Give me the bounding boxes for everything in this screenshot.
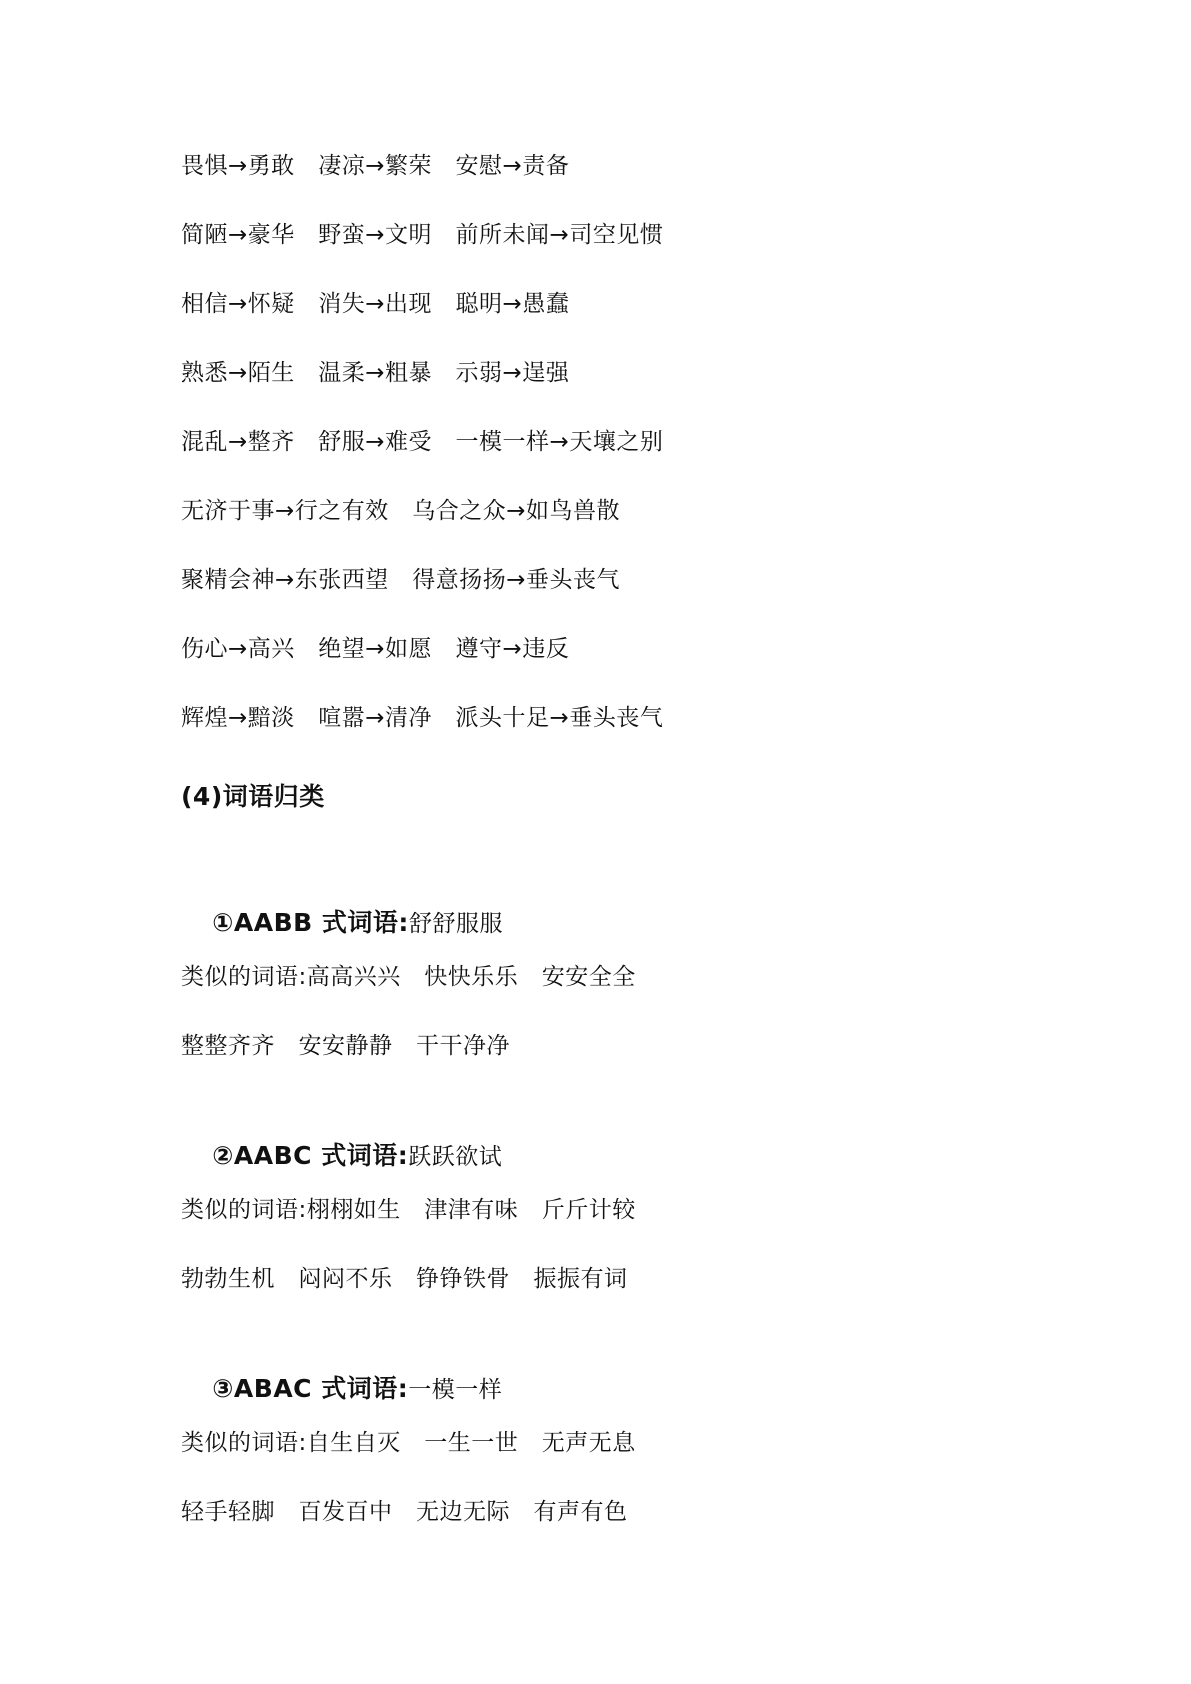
group-word-line: 勃勃生机 闷闷不乐 铮铮铁骨 振振有词	[181, 1266, 628, 1292]
group-heading	[181, 1344, 502, 1435]
group-word-line: 轻手轻脚 百发百中 无边无际 有声有色	[181, 1499, 628, 1525]
antonym-line: 辉煌→黯淡 喧嚣→清净 派头十足→垂头丧气	[181, 705, 664, 731]
group-word-line: 整整齐齐 安安静静 干干净净	[181, 1033, 510, 1059]
antonym-line: 熟悉→陌生 温柔→粗暴 示弱→逞强	[181, 360, 570, 386]
group-label: ②AABC 式词语:	[212, 1141, 409, 1170]
antonym-line: 混乱→整齐 舒服→难受 一模一样→天壤之别	[181, 429, 664, 455]
antonym-line: 伤心→高兴 绝望→如愿 遵守→违反	[181, 636, 570, 662]
section-title: (4)词语归类	[181, 782, 325, 811]
group-example: 跃跃欲试	[408, 1144, 503, 1170]
group-word-line: 类似的词语:栩栩如生 津津有味 斤斤计较	[181, 1197, 636, 1223]
group-example: 一模一样	[408, 1377, 503, 1403]
group-word-line: 类似的词语:自生自灭 一生一世 无声无息	[181, 1430, 636, 1456]
antonym-line: 无济于事→行之有效 乌合之众→如鸟兽散	[181, 498, 621, 524]
antonym-line: 聚精会神→东张西望 得意扬扬→垂头丧气	[181, 567, 621, 593]
group-word-line: 类似的词语:高高兴兴 快快乐乐 安安全全	[181, 964, 636, 990]
antonym-line: 畏惧→勇敢 凄凉→繁荣 安慰→责备	[181, 153, 570, 179]
group-label: ①AABB 式词语:	[212, 908, 409, 937]
group-heading	[181, 878, 503, 969]
group-example: 舒舒服服	[408, 911, 503, 937]
group-heading	[181, 1111, 502, 1202]
group-label: ③ABAC 式词语:	[212, 1374, 409, 1403]
antonym-line: 相信→怀疑 消失→出现 聪明→愚蠢	[181, 291, 570, 317]
antonym-line: 简陋→豪华 野蛮→文明 前所未闻→司空见惯	[181, 222, 664, 248]
